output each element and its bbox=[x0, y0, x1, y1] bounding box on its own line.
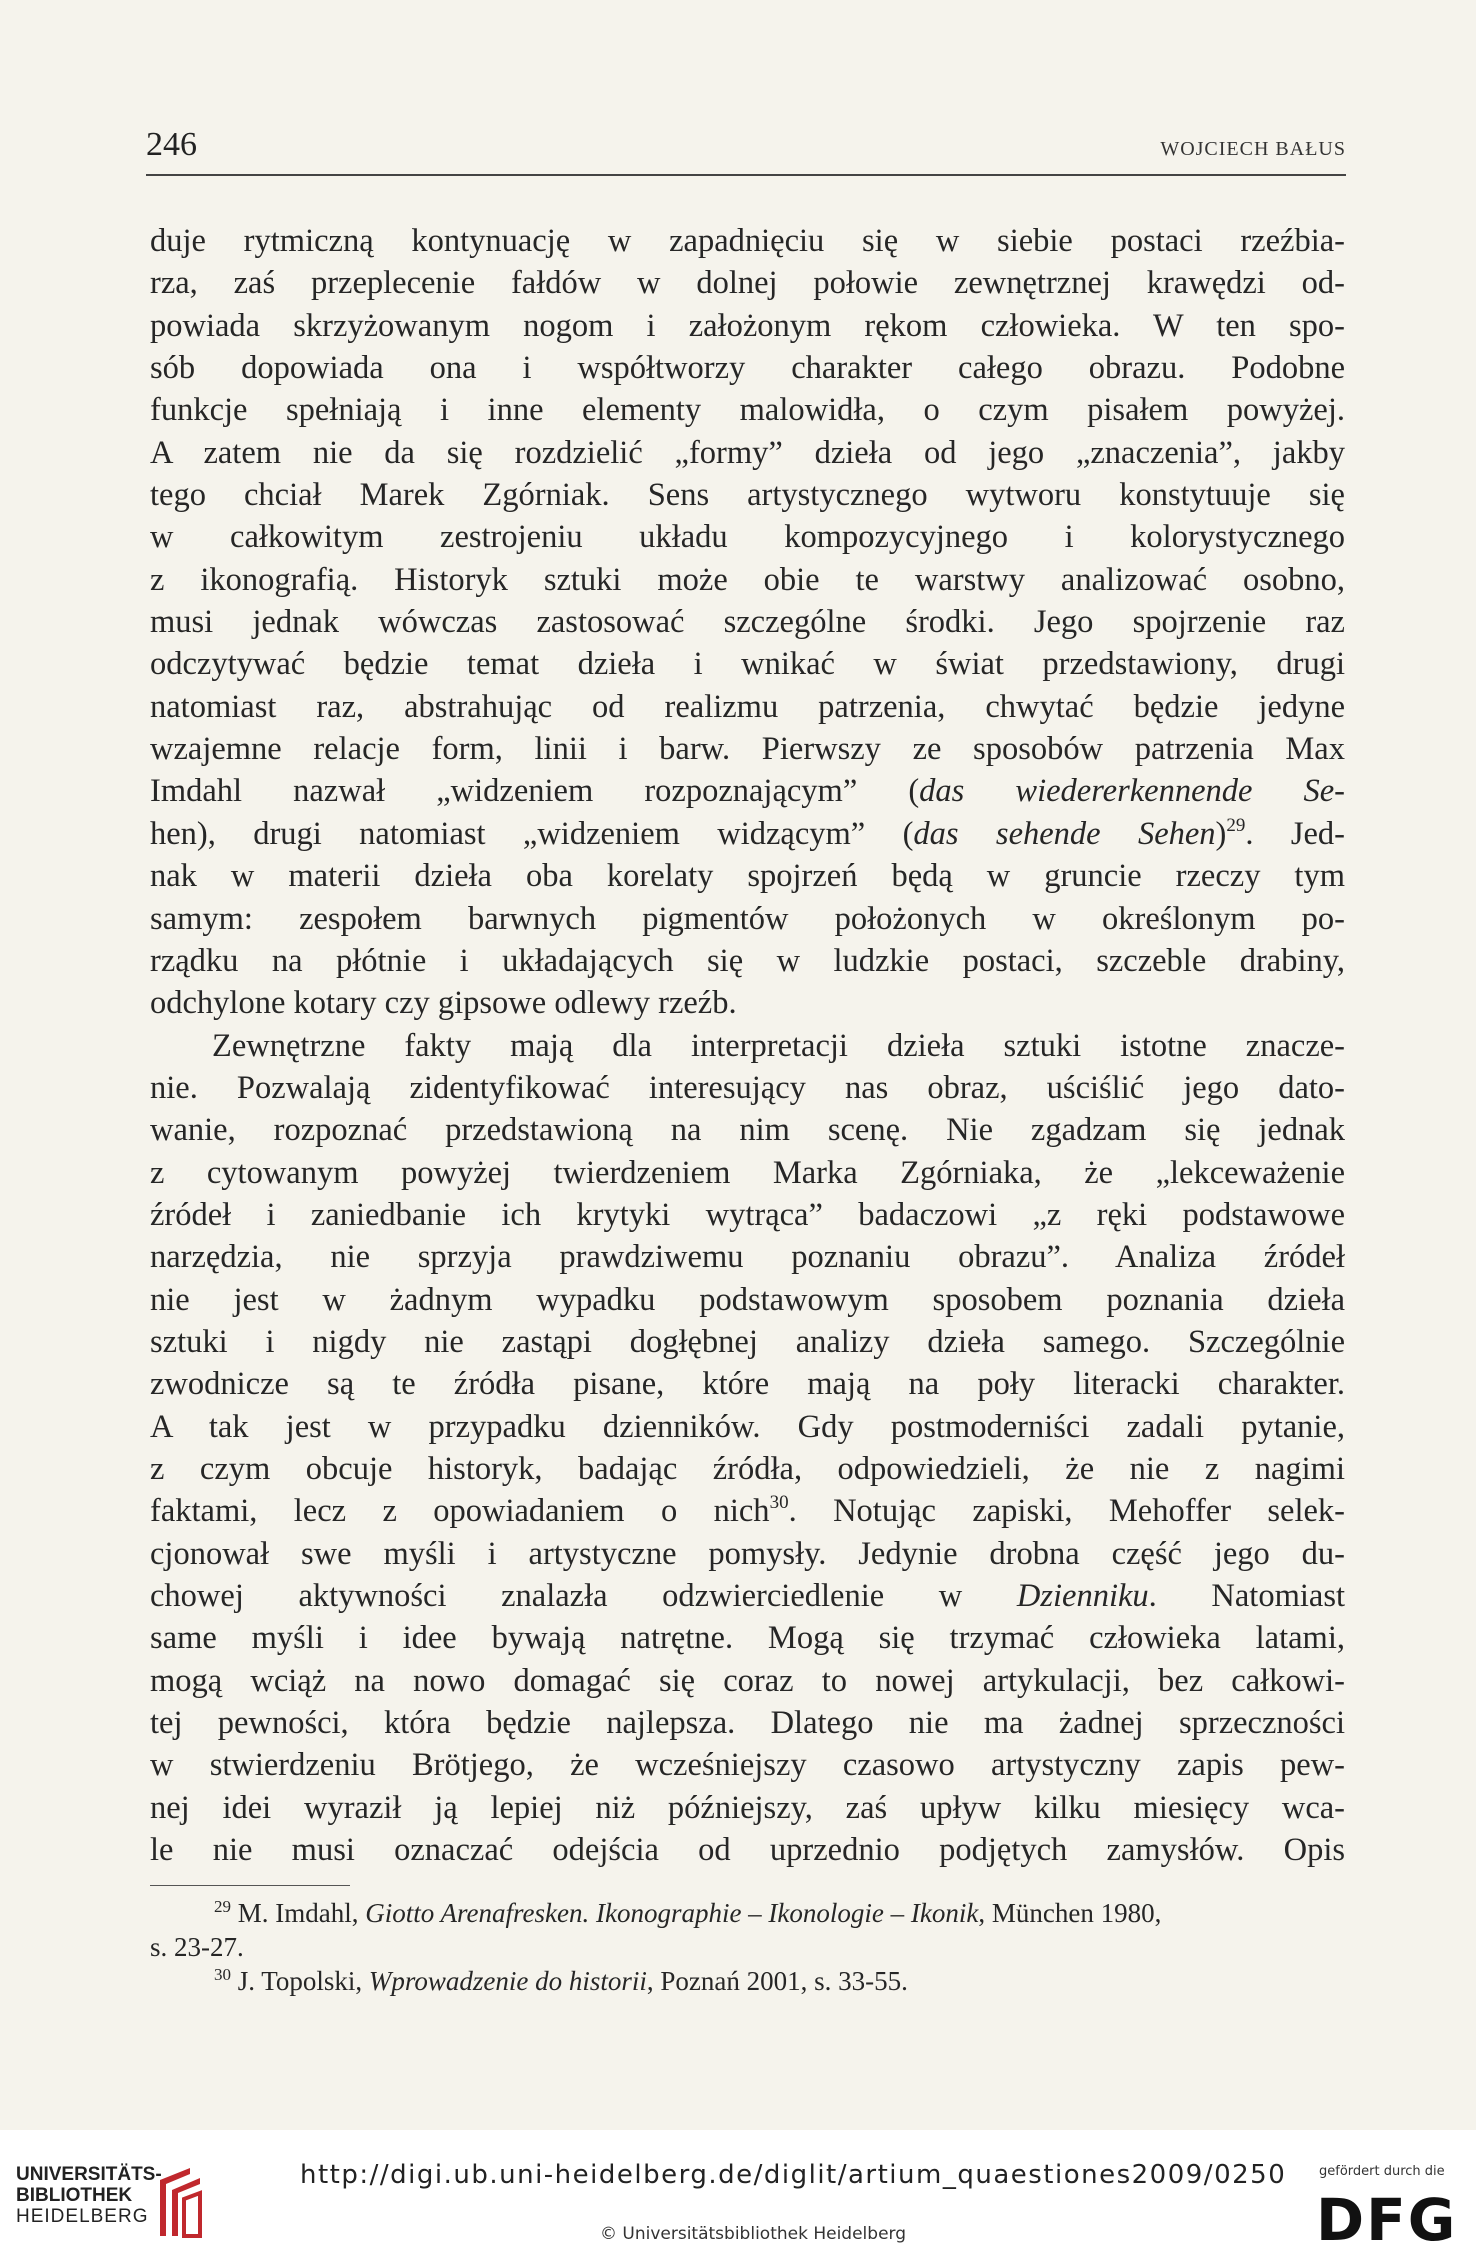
italic-term: das sehende Sehen bbox=[913, 815, 1216, 852]
footnote-author: M. Imdahl, bbox=[237, 1898, 366, 1928]
text-line: rządku na płótnie i układających się w ludzkie postaci, szczeble drabiny, bbox=[150, 942, 1345, 979]
text-line: cjonował swe myśli i artystyczne pomysły. Jedynie drobna część jego du- bbox=[150, 1535, 1345, 1572]
text-line: same myśli i idee bywają natrętne. Mogą się trzymać człowieka latami, bbox=[150, 1620, 1345, 1657]
text-line bbox=[150, 1490, 1345, 1532]
text-line: rza, zaś przeplecenie fałdów w dolnej połowie zewnętrznej krawędzi od- bbox=[150, 265, 1345, 302]
text-line: Zewnętrzne fakty mają dla interpretacji dzieła sztuki istotne znacze- bbox=[212, 1027, 1345, 1064]
footnote-rest: , München 1980, bbox=[978, 1898, 1162, 1928]
text-line bbox=[150, 1575, 1345, 1617]
text-line: nej idei wyraził ją lepiej niż późniejszy, zaś upływ kilku miesięcy wca- bbox=[150, 1789, 1345, 1826]
text-segment: Imdahl nazwał „widzeniem rozpoznającym” ( bbox=[150, 773, 920, 810]
italic-term: Dzienniku bbox=[1016, 1578, 1149, 1614]
text-line: powiada skrzyżowanym nogom i założonym rękom człowieka. W ten spo- bbox=[150, 307, 1345, 344]
footnote-number: 29 bbox=[214, 1897, 231, 1916]
body-text bbox=[150, 220, 1345, 1871]
funding-caption: gefördert durch die bbox=[1319, 2164, 1445, 2179]
footnotes bbox=[150, 1896, 1345, 1998]
text-line: le nie musi oznaczać odejścia od uprzednio podjętych zamysłów. Opis bbox=[150, 1832, 1345, 1869]
dfg-logo[interactable]: DFG bbox=[1316, 2186, 1458, 2254]
text-line: funkcje spełniają i inne elementy malowidła, o czym pisałem powyżej. bbox=[150, 392, 1345, 429]
text-segment: faktami, lecz z opowiadaniem o nich bbox=[150, 1493, 770, 1530]
footnote-author: J. Topolski, bbox=[237, 1966, 369, 1996]
text-line bbox=[150, 813, 1345, 855]
text-line: nie. Pozwalają zidentyfikować interesujący nas obraz, uściślić jego dato- bbox=[150, 1069, 1345, 1106]
text-line: z czym obcuje historyk, badając źródła, odpowiedzieli, że nie z nagimi bbox=[150, 1450, 1345, 1487]
footnote-29 bbox=[150, 1896, 1345, 1930]
text-line: z cytowanym powyżej twierdzeniem Marka Zgórniaka, że „lekceważenie bbox=[150, 1154, 1345, 1191]
text-line: nak w materii dzieła oba korelaty spojrzeń będą w gruncie rzeczy tym bbox=[150, 858, 1345, 895]
footnote-continuation: s. 23-27. bbox=[150, 1932, 244, 1962]
text-line: A zatem nie da się rozdzielić „formy” dzieła od jego „znaczenia”, jakby bbox=[150, 434, 1345, 471]
copyright-notice: © Universitätsbibliothek Heidelberg bbox=[600, 2224, 907, 2244]
footnote-title: Giotto Arenafresken. Ikonographie – Ikonologie – Ikonik bbox=[365, 1898, 979, 1928]
footnote-title: Wprowadzenie do historii bbox=[368, 1966, 647, 1996]
text-line: sób dopowiada ona i współtworzy charakter całego obrazu. Podobne bbox=[150, 350, 1345, 387]
library-mark-icon bbox=[156, 2166, 204, 2238]
text-line: wzajemne relacje form, linii i barw. Pierwszy ze sposobów patrzenia Max bbox=[150, 731, 1345, 768]
text-segment: . Natomiast bbox=[1148, 1578, 1345, 1614]
text-line: samym: zespołem barwnych pigmentów położonych w określonym po- bbox=[150, 900, 1345, 937]
footnote-number: 30 bbox=[214, 1965, 231, 1984]
text-line bbox=[150, 770, 1345, 812]
text-segment: ) bbox=[1215, 815, 1227, 852]
running-head: WOJCIECH BAŁUS bbox=[1160, 138, 1346, 160]
footnote-30 bbox=[150, 1964, 1345, 1998]
viewer-footer bbox=[0, 2130, 1476, 2259]
text-line: źródeł i zaniedbanie ich krytyki wytrąca” badaczowi „z ręki podstawowe bbox=[150, 1196, 1345, 1233]
text-line: tego chciał Marek Zgórniak. Sens artystycznego wytworu konstytuuje się bbox=[150, 477, 1345, 514]
text-segment: chowej aktywności znalazła odzwierciedlenie w bbox=[150, 1578, 1017, 1614]
library-name-line: UNIVERSITÄTS- bbox=[16, 2164, 162, 2185]
library-name bbox=[16, 2164, 162, 2227]
library-name-line: HEIDELBERG bbox=[16, 2206, 149, 2227]
text-segment: . Notując zapiski, Mehoffer selek- bbox=[788, 1493, 1345, 1530]
text-line: duje rytmiczną kontynuację w zapadnięciu się w siebie postaci rzeźbia- bbox=[150, 223, 1345, 259]
text-line: natomiast raz, abstrahując od realizmu patrzenia, chwytać będzie jedyne bbox=[150, 688, 1345, 725]
text-line: z ikonografią. Historyk sztuki może obie te warstwy analizować osobno, bbox=[150, 561, 1345, 598]
italic-term: das wiedererkennende Se- bbox=[919, 773, 1345, 810]
text-line: w całkowitym zestrojeniu układu kompozycyjnego i kolorystycznego bbox=[150, 519, 1345, 556]
footnote-rest: , Poznań 2001, s. 33-55. bbox=[646, 1966, 908, 1996]
library-name-line: BIBLIOTHEK bbox=[16, 2185, 133, 2206]
text-line: mogą wciąż na nowo domagać się coraz to nowej artykulacji, bez całkowi- bbox=[150, 1662, 1345, 1699]
text-line: nie jest w żadnym wypadku podstawowym sposobem poznania dzieła bbox=[150, 1281, 1345, 1318]
footnote-ref-30[interactable]: 30 bbox=[769, 1492, 789, 1514]
text-segment: hen), drugi natomiast „widzeniem widzącym” ( bbox=[150, 815, 914, 852]
text-line: A tak jest w przypadku dzienników. Gdy postmoderniści zadali pytanie, bbox=[150, 1408, 1345, 1445]
text-line: wanie, rozpoznać przedstawioną na nim scenę. Nie zgadzam się jednak bbox=[150, 1112, 1345, 1149]
text-line: tej pewności, która będzie najlepsza. Dlatego nie ma żadnej sprzeczności bbox=[150, 1705, 1345, 1742]
text-line: odchylone kotary czy gipsowe odlewy rzeźb. bbox=[150, 985, 737, 1022]
footnote-divider bbox=[150, 1885, 350, 1886]
text-line: w stwierdzeniu Brötjego, że wcześniejszy czasowo artystyczny zapis pew- bbox=[150, 1747, 1345, 1784]
text-line: musi jednak wówczas zastosować szczególne środki. Jego spojrzenie raz bbox=[150, 604, 1345, 641]
text-line: odczytywać będzie temat dzieła i wnikać w świat przedstawiony, drugi bbox=[150, 646, 1345, 683]
text-line: zwodnicze są te źródła pisane, które mają na poły literacki charakter. bbox=[150, 1366, 1345, 1403]
text-line: narzędzia, nie sprzyja prawdziwemu poznaniu obrazu”. Analiza źródeł bbox=[150, 1239, 1345, 1276]
footnote-ref-29[interactable]: 29 bbox=[1226, 814, 1246, 836]
text-line: sztuki i nigdy nie zastąpi dogłębnej analizy dzieła samego. Szczególnie bbox=[150, 1323, 1345, 1360]
text-segment: . Jed- bbox=[1245, 815, 1345, 852]
permalink-url[interactable]: http://digi.ub.uni-heidelberg.de/diglit/artium_quaestiones2009/0250 bbox=[300, 2160, 1287, 2190]
library-logo[interactable] bbox=[16, 2164, 206, 2244]
page-header bbox=[146, 126, 1346, 176]
page-number: 246 bbox=[146, 126, 197, 163]
